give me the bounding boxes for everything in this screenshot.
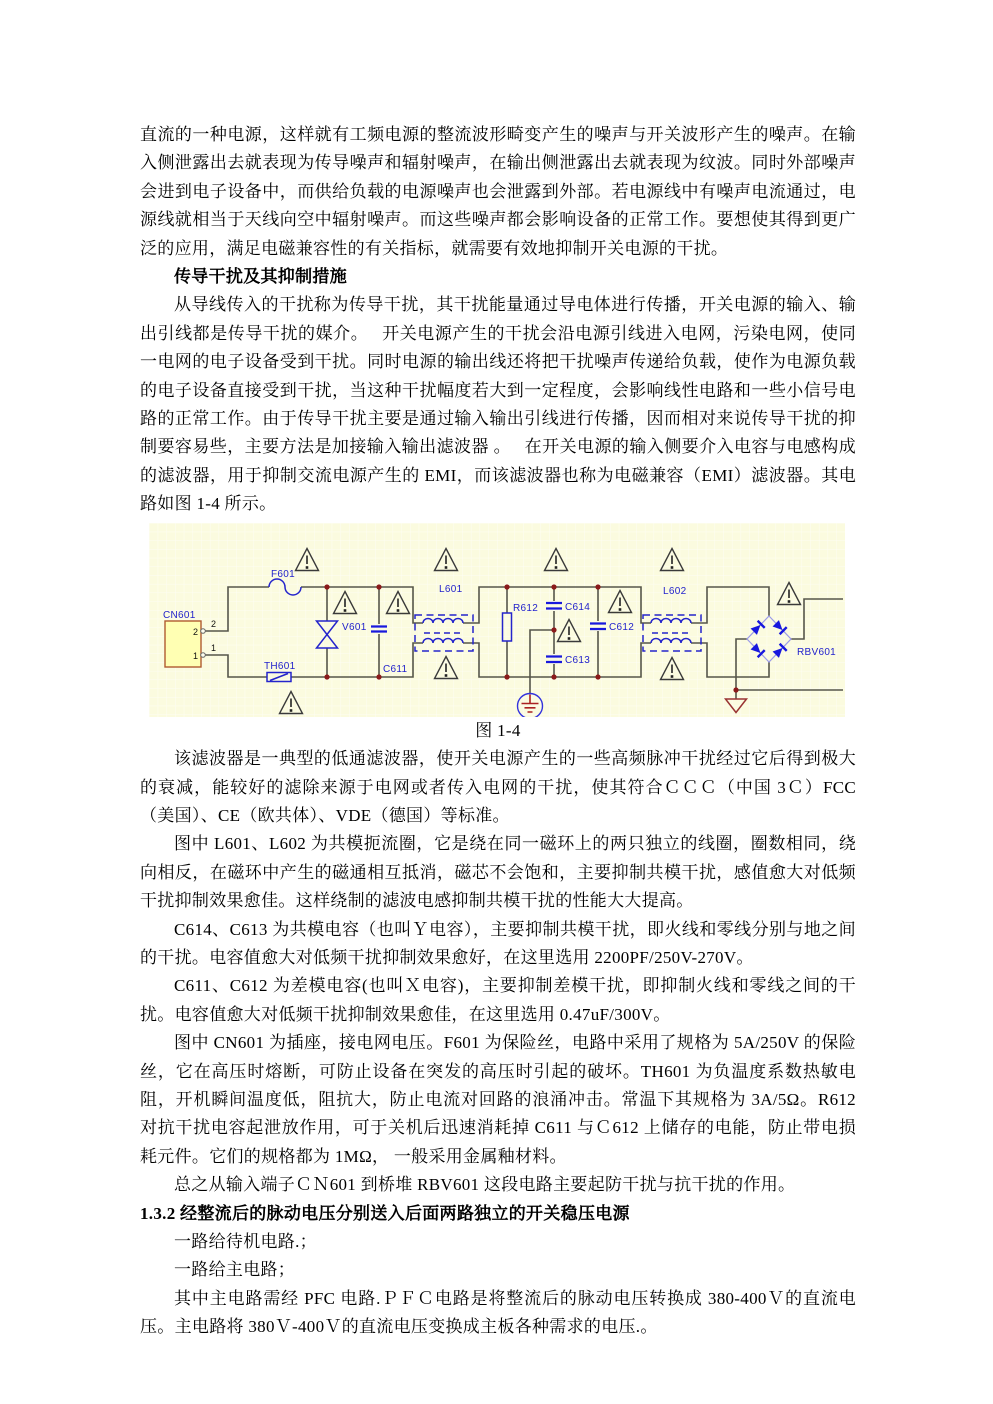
paragraph-choke: 图中 L601、L602 为共模扼流圈，它是绕在同一磁环上的两只独立的线圈，圈数相同，绕向相反，在磁环中产生的磁通相互抵消，磁芯不会饱和，主要抑制共模干扰，感值愈大对低频干扰抑制效果愈佳。这样绕制的滤波电感抑制共模干扰的性能大大提高。: [140, 834, 856, 911]
pin1-wire-label: 1: [211, 642, 217, 653]
choke-l601-label: L601: [439, 583, 463, 595]
line-main-circuit: 一路给主电路；: [174, 1260, 296, 1280]
thermistor-label: TH601: [264, 660, 296, 672]
varistor-label: V601: [342, 621, 367, 633]
choke-l602-label: L602: [663, 585, 687, 597]
pin2-wire-label: 2: [211, 618, 217, 629]
resistor-label: R612: [513, 602, 539, 614]
capacitor-c613-label: C613: [565, 654, 591, 666]
paragraph-pfc: 其中主电路需经 PFC 电路.ＰＦＣ电路是将整流后的脉动电压转换成 380-400Ｖ的直流电压。主电路将 380Ｖ-400Ｖ的直流电压变换成主板各种需求的电压.。: [140, 1288, 856, 1337]
paragraph-conducted: 从导线传入的干扰称为传导干扰，其干扰能量通过导电体进行传播，开关电源的输入、输出引线都是传导干扰的媒介。 开关电源产生的干扰会沿电源引线进入电网，污染电网，使同一电网的电子设备受到干扰。同时电源的输出线还将把干扰噪声传递给负载，使作为电源负载的电子设备直接受到干扰，当这种干扰幅度若大到一定程度，会影响线性电路和一些小信号电路的正常工作。由于传导干扰主要是通过输入输出引线进行传播，因而相对来说传导干扰的抑制要容易些，主要方法是加接输入输出滤波器 。 在开关电源的输入侧要介入电容与电感构成的滤波器，用于抑制交流电源产生的 EMI，而该滤波器也称为电磁兼容（EMI）滤波器。其电路如图 1-4 所示。: [140, 295, 856, 514]
paragraph-filter: 该滤波器是一典型的低通滤波器，使开关电源产生的一些高频脉冲干扰经过它后得到极大的衰减，能较好的滤除来源于电网或者传入电网的干扰，使其符合ＣＣＣ（中国 3Ｃ）FCC（美国）、CE（欧共体）、VDE（德国）等标准。: [140, 749, 856, 825]
figure-caption: 图 1-4: [475, 720, 521, 740]
pin2-inner-label: 2: [193, 626, 199, 637]
fuse-label: F601: [271, 568, 295, 580]
paragraph-x-caps: C611、C612 为差模电容(也叫Ｘ电容)，主要抑制差模干扰，即抑制火线和零线之间的干扰。电容值愈大对低频干扰抑制效果愈佳，在这里选用 0.47uF/300V。: [140, 976, 856, 1024]
paragraph-y-caps: C614、C613 为共模电容（也叫Ｙ电容），主要抑制共模干扰，即火线和零线分别与地之间的干扰。电容值愈大对低频干扰抑制效果愈好，在这里选用 2200PF/250V-270V。: [140, 919, 856, 967]
section-heading-1-3-2: [140, 1200, 856, 1228]
schematic-svg: [149, 523, 845, 717]
page-text: [140, 121, 856, 1342]
connector-label: CN601: [163, 609, 196, 621]
paragraph-intro: 直流的一种电源，这样就有工频电源的整流波形畸变产生的噪声与开关波形产生的噪声。在输入侧泄露出去就表现为传导噪声和辐射噪声，在输出侧泄露出去就表现为纹波。同时外部噪声会进到电子设备中，而供给负载的电源噪声也会泄露到外部。若电源线中有噪声电流通过，电源线就相当于天线向空中辐射噪声。而这些噪声都会影响设备的正常工作。要想使其得到更广泛的应用，满足电磁兼容性的有关指标，就需要有效地抑制开关电源的干扰。: [140, 125, 856, 258]
paragraph-components: 图中 CN601 为插座，接电网电压。F601 为保险丝，电路中采用了规格为 5A/250V 的保险丝，它在高压时熔断，可防止设备在突发的高压时引起的破坏。TH601 为负温度系数热敏电阻，开机瞬间温度低，阻抗大，防止电流对回路的浪涌冲击。常温下其规格为 3A/5Ω。R612 对抗干扰电容起泄放作用，可于关机后迅速消耗掉 C611 与Ｃ612 上储存的电能，防止带电损耗元件。它们的规格都为 1MΩ， 一般采用金属釉材料。: [140, 1033, 856, 1166]
line-standby-circuit: 一路给待机电路.；: [174, 1232, 317, 1251]
figure-emi-filter-schematic: [149, 523, 845, 717]
section-number: 1.3.2: [140, 1203, 176, 1223]
bridge-label: RBV601: [797, 646, 837, 658]
heading-conducted-interference: 传导干扰及其抑制措施: [174, 267, 347, 287]
pin1-inner-label: 1: [193, 650, 199, 661]
capacitor-c614-label: C614: [565, 601, 591, 613]
paragraph-summary: 总之从输入端子ＣＮ601 到桥堆 RBV601 这段电路主要起防干扰与抗干扰的作用。: [174, 1175, 796, 1195]
capacitor-c612-label: C612: [609, 621, 635, 633]
section-title: 经整流后的脉动电压分别送入后面两路独立的开关稳压电源: [175, 1203, 630, 1223]
capacitor-c611-label: C611: [383, 663, 408, 675]
